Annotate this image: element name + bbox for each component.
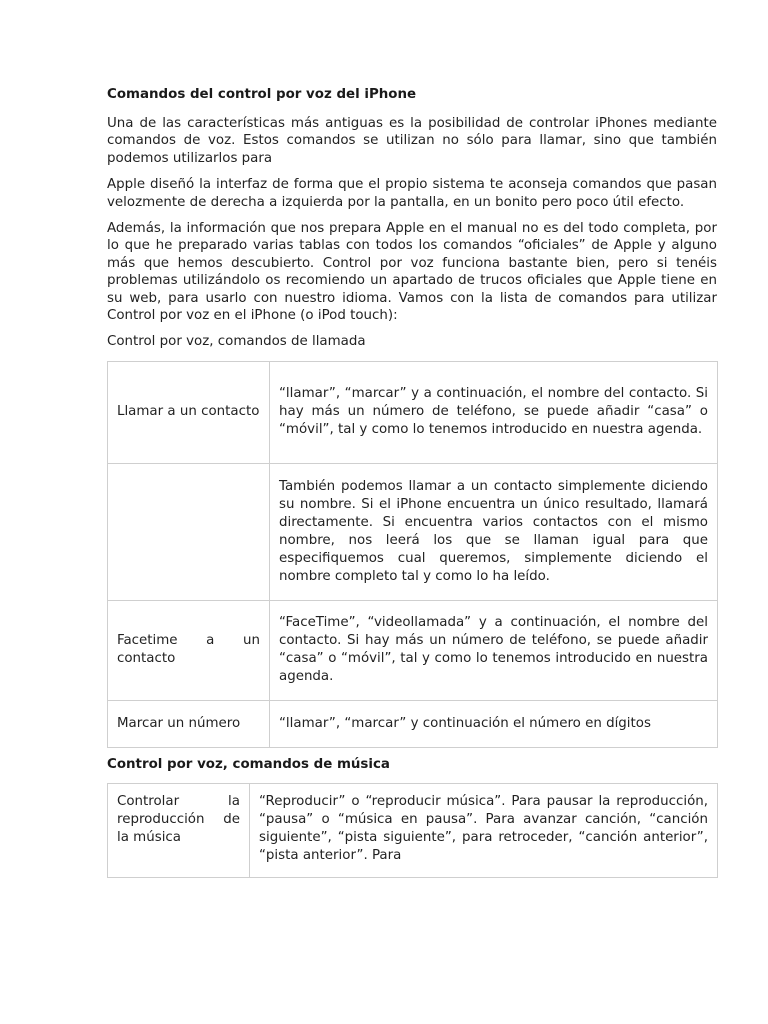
command-cell: También podemos llamar a un contacto simplemente diciendo su nombre. Si el iPhone encuentra un único resultado, llamará directamente. Si encuentra varios contactos con el mismo nombre, nos leerá los que se llaman igual para que especifiquemos cual queremos, simplemente diciendo el nombre completo tal y como lo ha leído. — [270, 463, 718, 600]
command-cell: “Reproducir” o “reproducir música”. Para pausar la reproducción, “pausa” o “música en pausa”. Para avanzar canción, “canción siguiente”, “pista siguiente”, para retroceder, “canción anterior”, “pista anterior”. Para — [259, 793, 708, 863]
action-cell: Marcar un número — [108, 700, 270, 747]
table-row — [108, 700, 718, 747]
command-cell-wrapper — [250, 783, 718, 877]
section-call-title: Control por voz, comandos de llamada — [107, 334, 366, 350]
table-row — [108, 361, 718, 463]
action-cell: Controlar la reproducción de la música — [108, 783, 250, 877]
command-cell: “llamar”, “marcar” y continuación el número en dígitos — [270, 700, 718, 747]
table-row — [108, 600, 718, 700]
action-cell: Llamar a un contacto — [108, 361, 270, 463]
command-cell: “llamar”, “marcar” y a continuación, el nombre del contacto. Si hay más un número de teléfono, se puede añadir “casa” o “móvil”, tal y como lo tenemos introducido en nuestra agenda. — [270, 361, 718, 463]
call-commands-table — [107, 361, 718, 748]
music-commands-table — [107, 783, 718, 878]
table-row — [108, 783, 718, 877]
document-page — [107, 86, 717, 878]
command-cell: “FaceTime”, “videollamada” y a continuación, el nombre del contacto. Si hay más un número de teléfono, se puede añadir “casa” o “móvil”, tal y como lo tenemos introducido en nuestra agenda. — [270, 600, 718, 700]
section-music-title: Control por voz, comandos de música — [107, 756, 390, 772]
action-cell: Facetime a un contacto — [108, 600, 270, 700]
action-cell — [108, 463, 270, 600]
table-row — [108, 463, 718, 600]
intro-paragraph-1: Una de las características más antiguas es la posibilidad de controlar iPhones mediante comandos de voz. Estos comandos se utilizan no sólo para llamar, sino que también podemos utilizarlos para — [107, 116, 717, 166]
intro-paragraph-2: Apple diseñó la interfaz de forma que el propio sistema te aconseja comandos que pasan velozmente de derecha a izquierda por la pantalla, en un bonito pero poco útil efecto. — [107, 177, 717, 210]
intro-paragraph-3: Además, la información que nos prepara Apple en el manual no es del todo completa, por lo que he preparado varias tablas con todos los comandos “oficiales” de Apple y alguno más que hemos descubierto. Control por voz funciona bastante bien, pero si tenéis problemas utilizándolo os recomiendo un apartado de trucos oficiales que Apple tiene en su web, para usarlo con nuestro idioma. Vamos con la lista de comandos para utilizar Control por voz en el iPhone (o iPod touch): — [107, 221, 717, 324]
document-title: Comandos del control por voz del iPhone — [107, 87, 417, 102]
